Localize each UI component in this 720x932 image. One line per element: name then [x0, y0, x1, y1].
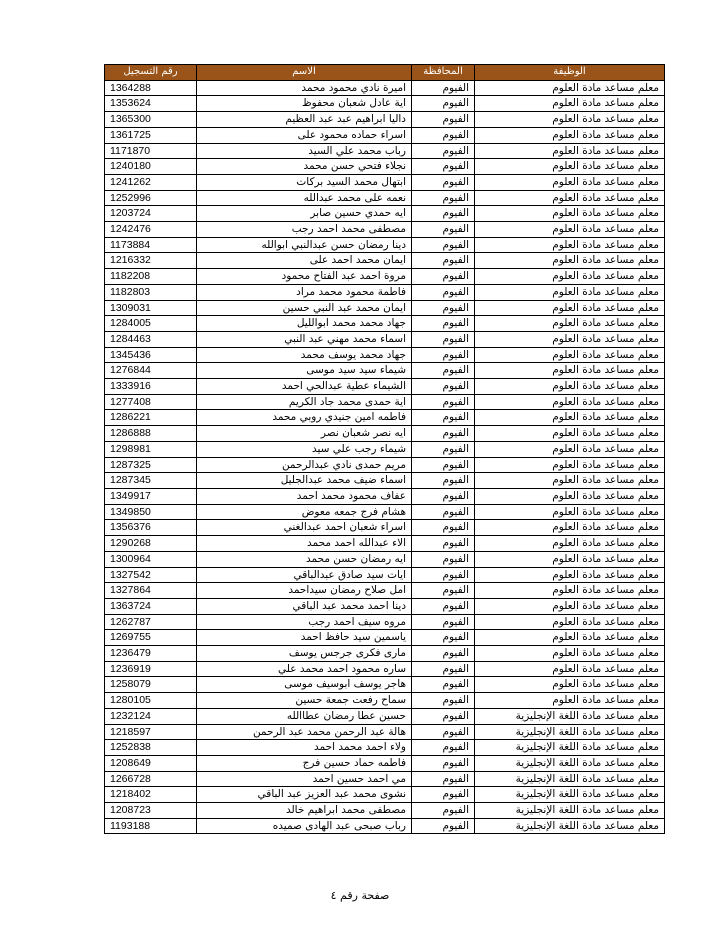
table-header-row [105, 65, 665, 81]
name-cell: اسماء ضيف محمد عبدالجليل [197, 473, 412, 489]
header-job: الوظيفة [475, 65, 665, 81]
governorate-cell: الفيوم [412, 473, 475, 489]
reg-no-cell: 1327864 [105, 583, 197, 599]
job-cell: معلم مساعد مادة العلوم [475, 347, 665, 363]
reg-no-cell: 1182803 [105, 284, 197, 300]
table-row [105, 708, 665, 724]
name-cell: نعمه على محمد عبدالله [197, 190, 412, 206]
governorate-cell: الفيوم [412, 598, 475, 614]
governorate-cell: الفيوم [412, 253, 475, 269]
governorate-cell: الفيوم [412, 488, 475, 504]
table-row [105, 818, 665, 834]
reg-no-cell: 1203724 [105, 206, 197, 222]
reg-no-cell: 1364288 [105, 80, 197, 96]
job-cell: معلم مساعد مادة العلوم [475, 520, 665, 536]
governorate-cell: الفيوم [412, 755, 475, 771]
job-cell: معلم مساعد مادة العلوم [475, 96, 665, 112]
name-cell: جهاد محمد محمد ابوالليل [197, 316, 412, 332]
reg-no-cell: 1208723 [105, 803, 197, 819]
name-cell: هشام فرج جمعه معوض [197, 504, 412, 520]
name-cell: مصطفى محمد احمد رجب [197, 222, 412, 238]
reg-no-cell: 1327542 [105, 567, 197, 583]
table-row [105, 520, 665, 536]
reg-no-cell: 1241262 [105, 174, 197, 190]
job-cell: معلم مساعد مادة العلوم [475, 661, 665, 677]
governorate-cell: الفيوم [412, 222, 475, 238]
governorate-cell: الفيوم [412, 583, 475, 599]
reg-no-cell: 1349850 [105, 504, 197, 520]
name-cell: ايه حمدي حسين صابر [197, 206, 412, 222]
job-cell: معلم مساعد مادة العلوم [475, 300, 665, 316]
job-cell: معلم مساعد مادة العلوم [475, 127, 665, 143]
job-cell: معلم مساعد مادة العلوم [475, 693, 665, 709]
job-cell: معلم مساعد مادة العلوم [475, 677, 665, 693]
governorate-cell: الفيوم [412, 127, 475, 143]
job-cell: معلم مساعد مادة العلوم [475, 112, 665, 128]
table-row [105, 269, 665, 285]
job-cell: معلم مساعد مادة العلوم [475, 630, 665, 646]
governorate-cell: الفيوم [412, 269, 475, 285]
reg-no-cell: 1218597 [105, 724, 197, 740]
reg-no-cell: 1236919 [105, 661, 197, 677]
table-row [105, 190, 665, 206]
name-cell: ايه رمضان حسن محمد [197, 551, 412, 567]
table-row [105, 677, 665, 693]
reg-no-cell: 1286888 [105, 426, 197, 442]
name-cell: اميرة نادي محمود محمد [197, 80, 412, 96]
governorate-cell: الفيوم [412, 331, 475, 347]
table-row [105, 363, 665, 379]
reg-no-cell: 1266728 [105, 771, 197, 787]
name-cell: ايه نصر شعبان نصر [197, 426, 412, 442]
table-row [105, 174, 665, 190]
job-cell: معلم مساعد مادة اللغة الإنجليزية [475, 740, 665, 756]
job-cell: معلم مساعد مادة العلوم [475, 426, 665, 442]
name-cell: ايمان محمد احمد على [197, 253, 412, 269]
job-cell: معلم مساعد مادة العلوم [475, 331, 665, 347]
reg-no-cell: 1286221 [105, 410, 197, 426]
governorate-cell: الفيوم [412, 630, 475, 646]
table-row [105, 347, 665, 363]
governorate-cell: الفيوم [412, 740, 475, 756]
job-cell: معلم مساعد مادة العلوم [475, 237, 665, 253]
name-cell: مروة احمد عبد الفتاح محمود [197, 269, 412, 285]
name-cell: داليا ابراهيم عبد عبد العظيم [197, 112, 412, 128]
table-row [105, 583, 665, 599]
roster-sheet [104, 64, 664, 834]
governorate-cell: الفيوم [412, 818, 475, 834]
name-cell: حسين عطا رمضان عطاالله [197, 708, 412, 724]
table-row [105, 112, 665, 128]
registration-table [104, 64, 665, 834]
job-cell: معلم مساعد مادة العلوم [475, 504, 665, 520]
name-cell: نجلاء فتحي حسن محمد [197, 159, 412, 175]
job-cell: معلم مساعد مادة العلوم [475, 614, 665, 630]
governorate-cell: الفيوم [412, 504, 475, 520]
name-cell: هالة عبد الرحمن محمد عبد الرحمن [197, 724, 412, 740]
governorate-cell: الفيوم [412, 394, 475, 410]
name-cell: هاجر يوسف ابوسيف موسى [197, 677, 412, 693]
job-cell: معلم مساعد مادة العلوم [475, 646, 665, 662]
job-cell: معلم مساعد مادة العلوم [475, 269, 665, 285]
name-cell: دينا احمد محمد عبد الباقي [197, 598, 412, 614]
job-cell: معلم مساعد مادة العلوم [475, 457, 665, 473]
job-cell: معلم مساعد مادة اللغة الإنجليزية [475, 771, 665, 787]
job-cell: معلم مساعد مادة العلوم [475, 567, 665, 583]
table-row [105, 740, 665, 756]
table-row [105, 724, 665, 740]
job-cell: معلم مساعد مادة العلوم [475, 441, 665, 457]
header-governorate: المحافظة [412, 65, 475, 81]
reg-no-cell: 1333916 [105, 379, 197, 395]
governorate-cell: الفيوم [412, 771, 475, 787]
governorate-cell: الفيوم [412, 441, 475, 457]
job-cell: معلم مساعد مادة العلوم [475, 583, 665, 599]
reg-no-cell: 1280105 [105, 693, 197, 709]
table-row [105, 536, 665, 552]
table-row [105, 143, 665, 159]
name-cell: مارى فكرى جرجس يوسف [197, 646, 412, 662]
job-cell: معلم مساعد مادة اللغة الإنجليزية [475, 787, 665, 803]
job-cell: معلم مساعد مادة اللغة الإنجليزية [475, 755, 665, 771]
governorate-cell: الفيوم [412, 708, 475, 724]
reg-no-cell: 1365300 [105, 112, 197, 128]
reg-no-cell: 1300964 [105, 551, 197, 567]
name-cell: ساره محمود احمد محمد علي [197, 661, 412, 677]
job-cell: معلم مساعد مادة اللغة الإنجليزية [475, 708, 665, 724]
job-cell: معلم مساعد مادة العلوم [475, 143, 665, 159]
job-cell: معلم مساعد مادة العلوم [475, 316, 665, 332]
table-row [105, 473, 665, 489]
governorate-cell: الفيوم [412, 787, 475, 803]
governorate-cell: الفيوم [412, 520, 475, 536]
job-cell: معلم مساعد مادة العلوم [475, 174, 665, 190]
reg-no-cell: 1349917 [105, 488, 197, 504]
reg-no-cell: 1173884 [105, 237, 197, 253]
name-cell: نشوى محمد عبد العزيز عبد الباقي [197, 787, 412, 803]
table-row [105, 598, 665, 614]
table-row [105, 410, 665, 426]
reg-no-cell: 1298981 [105, 441, 197, 457]
header-name: الاسم [197, 65, 412, 81]
table-body [105, 80, 665, 834]
job-cell: معلم مساعد مادة العلوم [475, 206, 665, 222]
job-cell: معلم مساعد مادة العلوم [475, 284, 665, 300]
table-row [105, 693, 665, 709]
table-row [105, 441, 665, 457]
table-row [105, 457, 665, 473]
job-cell: معلم مساعد مادة العلوم [475, 536, 665, 552]
governorate-cell: الفيوم [412, 363, 475, 379]
name-cell: دينا رمضان حسن عبدالنبي ابوالله [197, 237, 412, 253]
name-cell: رباب محمد علي السيد [197, 143, 412, 159]
reg-no-cell: 1356376 [105, 520, 197, 536]
name-cell: شيماء سيد سيد موسى [197, 363, 412, 379]
reg-no-cell: 1182208 [105, 269, 197, 285]
reg-no-cell: 1277408 [105, 394, 197, 410]
name-cell: فاطمه حماد حسين فرج [197, 755, 412, 771]
job-cell: معلم مساعد مادة العلوم [475, 159, 665, 175]
reg-no-cell: 1193188 [105, 818, 197, 834]
reg-no-cell: 1309031 [105, 300, 197, 316]
table-row [105, 96, 665, 112]
governorate-cell: الفيوم [412, 206, 475, 222]
job-cell: معلم مساعد مادة العلوم [475, 222, 665, 238]
header-reg-no: رقم التسجيل [105, 65, 197, 81]
table-row [105, 488, 665, 504]
governorate-cell: الفيوم [412, 96, 475, 112]
name-cell: اسراء شعبان احمد عبدالغني [197, 520, 412, 536]
reg-no-cell: 1258079 [105, 677, 197, 693]
governorate-cell: الفيوم [412, 646, 475, 662]
governorate-cell: الفيوم [412, 803, 475, 819]
table-row [105, 80, 665, 96]
name-cell: جهاد محمد يوسف محمد [197, 347, 412, 363]
table-row [105, 316, 665, 332]
job-cell: معلم مساعد مادة العلوم [475, 379, 665, 395]
table-row [105, 127, 665, 143]
governorate-cell: الفيوم [412, 379, 475, 395]
reg-no-cell: 1290268 [105, 536, 197, 552]
name-cell: ايات سيد صادق عبدالباقي [197, 567, 412, 583]
reg-no-cell: 1216332 [105, 253, 197, 269]
table-row [105, 379, 665, 395]
reg-no-cell: 1232124 [105, 708, 197, 724]
table-row [105, 426, 665, 442]
job-cell: معلم مساعد مادة اللغة الإنجليزية [475, 724, 665, 740]
job-cell: معلم مساعد مادة اللغة الإنجليزية [475, 803, 665, 819]
name-cell: الشيماء عطية عبدالحي احمد [197, 379, 412, 395]
governorate-cell: الفيوم [412, 112, 475, 128]
table-row [105, 787, 665, 803]
job-cell: معلم مساعد مادة العلوم [475, 598, 665, 614]
governorate-cell: الفيوم [412, 724, 475, 740]
name-cell: مصطفى محمد ابراهيم خالد [197, 803, 412, 819]
name-cell: رباب صبحى عبد الهادى صميده [197, 818, 412, 834]
governorate-cell: الفيوم [412, 677, 475, 693]
name-cell: مروه سيف احمد رجب [197, 614, 412, 630]
reg-no-cell: 1345436 [105, 347, 197, 363]
page-number: صفحة رقم ٤ [330, 889, 390, 902]
reg-no-cell: 1236479 [105, 646, 197, 662]
name-cell: ايمان محمد عبد النبي حسين [197, 300, 412, 316]
name-cell: عفاف محمود محمد احمد [197, 488, 412, 504]
reg-no-cell: 1262787 [105, 614, 197, 630]
governorate-cell: الفيوم [412, 693, 475, 709]
job-cell: معلم مساعد مادة اللغة الإنجليزية [475, 818, 665, 834]
reg-no-cell: 1284005 [105, 316, 197, 332]
name-cell: ياسمين سيد حافظ احمد [197, 630, 412, 646]
name-cell: فاطمة محمود محمد مراد [197, 284, 412, 300]
table-row [105, 284, 665, 300]
job-cell: معلم مساعد مادة العلوم [475, 551, 665, 567]
reg-no-cell: 1353624 [105, 96, 197, 112]
job-cell: معلم مساعد مادة العلوم [475, 363, 665, 379]
name-cell: ابتهال محمد السيد بركات [197, 174, 412, 190]
governorate-cell: الفيوم [412, 284, 475, 300]
name-cell: مي احمد حسين احمد [197, 771, 412, 787]
table-row [105, 771, 665, 787]
name-cell: اية عادل شعبان محفوظ [197, 96, 412, 112]
governorate-cell: الفيوم [412, 190, 475, 206]
reg-no-cell: 1252996 [105, 190, 197, 206]
name-cell: امل صلاح رمضان سيداحمد [197, 583, 412, 599]
governorate-cell: الفيوم [412, 237, 475, 253]
governorate-cell: الفيوم [412, 614, 475, 630]
reg-no-cell: 1276844 [105, 363, 197, 379]
name-cell: اسراء حماده محمود على [197, 127, 412, 143]
table-row [105, 614, 665, 630]
name-cell: ولاء احمد محمد احمد [197, 740, 412, 756]
name-cell: اسماء محمد مهني عبد النبي [197, 331, 412, 347]
table-row [105, 331, 665, 347]
governorate-cell: الفيوم [412, 551, 475, 567]
reg-no-cell: 1284463 [105, 331, 197, 347]
governorate-cell: الفيوم [412, 426, 475, 442]
governorate-cell: الفيوم [412, 143, 475, 159]
table-row [105, 630, 665, 646]
table-row [105, 222, 665, 238]
name-cell: شيماء رجب علي سيد [197, 441, 412, 457]
table-row [105, 567, 665, 583]
job-cell: معلم مساعد مادة العلوم [475, 394, 665, 410]
reg-no-cell: 1171870 [105, 143, 197, 159]
name-cell: سماح رفعت جمعة حسين [197, 693, 412, 709]
job-cell: معلم مساعد مادة العلوم [475, 80, 665, 96]
governorate-cell: الفيوم [412, 80, 475, 96]
governorate-cell: الفيوم [412, 567, 475, 583]
table-row [105, 300, 665, 316]
job-cell: معلم مساعد مادة العلوم [475, 190, 665, 206]
table-row [105, 253, 665, 269]
reg-no-cell: 1218402 [105, 787, 197, 803]
table-row [105, 661, 665, 677]
governorate-cell: الفيوم [412, 159, 475, 175]
table-row [105, 646, 665, 662]
job-cell: معلم مساعد مادة العلوم [475, 410, 665, 426]
table-row [105, 504, 665, 520]
reg-no-cell: 1287345 [105, 473, 197, 489]
table-row [105, 159, 665, 175]
governorate-cell: الفيوم [412, 347, 475, 363]
reg-no-cell: 1287325 [105, 457, 197, 473]
governorate-cell: الفيوم [412, 410, 475, 426]
table-row [105, 755, 665, 771]
reg-no-cell: 1363724 [105, 598, 197, 614]
governorate-cell: الفيوم [412, 536, 475, 552]
governorate-cell: الفيوم [412, 457, 475, 473]
name-cell: مريم حمدى نادي عبدالرحمن [197, 457, 412, 473]
table-row [105, 394, 665, 410]
governorate-cell: الفيوم [412, 661, 475, 677]
name-cell: اية حمدى محمد جاد الكريم [197, 394, 412, 410]
table-row [105, 206, 665, 222]
reg-no-cell: 1361725 [105, 127, 197, 143]
governorate-cell: الفيوم [412, 174, 475, 190]
table-row [105, 237, 665, 253]
reg-no-cell: 1242476 [105, 222, 197, 238]
reg-no-cell: 1208649 [105, 755, 197, 771]
reg-no-cell: 1269755 [105, 630, 197, 646]
job-cell: معلم مساعد مادة العلوم [475, 253, 665, 269]
job-cell: معلم مساعد مادة العلوم [475, 473, 665, 489]
table-row [105, 551, 665, 567]
name-cell: الاء عبدالله احمد محمد [197, 536, 412, 552]
name-cell: فاطمه امين جنيدي روبي محمد [197, 410, 412, 426]
reg-no-cell: 1252838 [105, 740, 197, 756]
governorate-cell: الفيوم [412, 300, 475, 316]
job-cell: معلم مساعد مادة العلوم [475, 488, 665, 504]
table-row [105, 803, 665, 819]
governorate-cell: الفيوم [412, 316, 475, 332]
reg-no-cell: 1240180 [105, 159, 197, 175]
